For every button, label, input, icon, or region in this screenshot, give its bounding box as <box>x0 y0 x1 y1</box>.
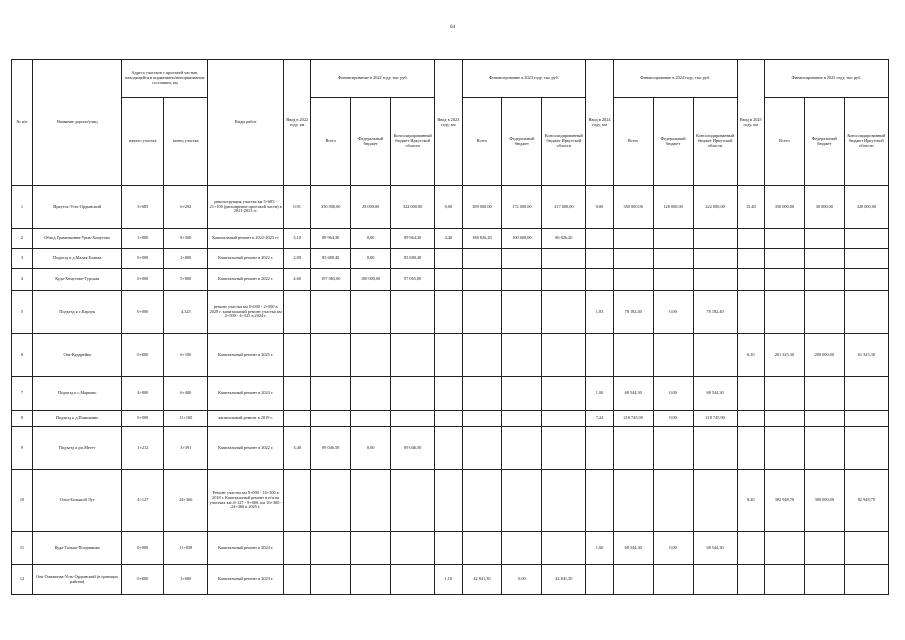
table-row <box>12 470 889 532</box>
road-name-cell: Подъезд к д.Малая Еланка <box>33 249 122 269</box>
total-cell <box>311 470 351 532</box>
work-type-cell: капитальный ремонт в 2019 г. <box>208 411 284 427</box>
total-cell <box>462 427 502 470</box>
intro-km-cell <box>737 532 764 565</box>
total-cell <box>462 269 502 291</box>
table-row <box>12 229 889 249</box>
total-cell: 389 000,00 <box>462 186 502 229</box>
regional-cell <box>693 229 737 249</box>
table-row <box>12 186 889 229</box>
road-name-cell: Подъезд к д.Плишкино <box>33 411 122 427</box>
total-cell <box>764 565 804 595</box>
regional-cell <box>844 565 888 595</box>
intro-km-cell: 3,10 <box>283 229 310 249</box>
road-funding-table <box>11 59 889 595</box>
header-regional-2023: Консолидированный бюджет Иркутской области <box>542 98 586 186</box>
intro-km-cell <box>435 269 462 291</box>
federal-cell <box>502 427 542 470</box>
total-cell <box>462 334 502 377</box>
regional-cell: 89 046,50 <box>391 427 435 470</box>
federal-cell: 28 000,00 <box>351 186 391 229</box>
regional-cell <box>391 334 435 377</box>
road-name-cell: Оек-Тимашова-Усть-Ордынский (в границах района) <box>33 565 122 595</box>
regional-cell: 217 000,00 <box>542 186 586 229</box>
federal-cell <box>502 291 542 334</box>
intro-km-cell <box>586 334 613 377</box>
regional-cell <box>693 565 737 595</box>
federal-cell <box>653 470 693 532</box>
table-row <box>12 334 889 377</box>
total-cell <box>764 249 804 269</box>
header-total-2023: Всего <box>462 98 502 186</box>
regional-cell <box>542 334 586 377</box>
header-funding-2025: Финансирование в 2025 году, тыс руб. <box>764 60 888 98</box>
header-regional-2024: Консолидированный бюджет Иркутской области <box>693 98 737 186</box>
header-intro-2023: Ввод в 2023 году, км <box>435 60 462 186</box>
total-cell: 89 964,30 <box>311 229 351 249</box>
row-num-cell: 1 <box>12 186 33 229</box>
intro-km-cell <box>435 411 462 427</box>
regional-cell <box>542 470 586 532</box>
table-row <box>12 377 889 411</box>
regional-cell <box>391 532 435 565</box>
total-cell <box>764 532 804 565</box>
total-cell: 218 745,90 <box>613 411 653 427</box>
federal-cell <box>804 291 844 334</box>
intro-km-cell <box>737 427 764 470</box>
total-cell <box>462 470 502 532</box>
federal-cell <box>351 565 391 595</box>
header-num: № п/п <box>12 60 33 186</box>
header-funding-2023: Финансирование в 2023 году, тыс руб. <box>462 60 586 98</box>
header-federal-2023: Федеральный бюджет <box>502 98 542 186</box>
total-cell <box>613 249 653 269</box>
federal-cell <box>804 377 844 411</box>
work-type-cell: ремонт участка км 0+000 - 2+500 в 2020 г. капитальный ремонт участка км 2+500 - 4+325 в 2024 г. <box>208 291 284 334</box>
header-total-2024: Всего <box>613 98 653 186</box>
header-funding-2022: Финансирование в 2022 году, тыс руб. <box>311 60 435 98</box>
federal-cell <box>653 269 693 291</box>
total-cell <box>613 470 653 532</box>
total-cell <box>311 532 351 565</box>
regional-cell <box>844 411 888 427</box>
intro-km-cell: 1,10 <box>435 565 462 595</box>
regional-cell <box>542 532 586 565</box>
header-regional-2025: Консолидированный бюджет Иркутской области <box>844 98 888 186</box>
total-cell <box>462 411 502 427</box>
row-num-cell: 6 <box>12 334 33 377</box>
row-num-cell: 8 <box>12 411 33 427</box>
intro-km-cell: 7,24 <box>586 411 613 427</box>
table-row <box>12 411 889 427</box>
total-cell: 89 046,50 <box>311 427 351 470</box>
work-type-cell: Капитальный ремонт в 2024 г. <box>208 377 284 411</box>
table-row <box>12 249 889 269</box>
regional-cell: 89 964,30 <box>391 229 435 249</box>
end-cell: 6+100 <box>164 334 208 377</box>
intro-km-cell: 8,20 <box>737 470 764 532</box>
header-road-name: Название дороги/улиц <box>33 60 122 186</box>
road-name-cell: Иркутск-Усть-Ордынский <box>33 186 122 229</box>
regional-cell: 85 680,40 <box>391 249 435 269</box>
intro-km-cell: 0,91 <box>283 186 310 229</box>
regional-cell <box>391 470 435 532</box>
work-type-cell: Капитальный ремонт в 2022 г. <box>208 427 284 470</box>
road-name-cell: Оек-Кударейка <box>33 334 122 377</box>
federal-cell <box>351 470 391 532</box>
row-num-cell: 7 <box>12 377 33 411</box>
intro-km-cell <box>435 532 462 565</box>
total-cell <box>613 565 653 595</box>
intro-km-cell <box>435 291 462 334</box>
total-cell <box>764 269 804 291</box>
regional-cell <box>542 249 586 269</box>
regional-cell: 320 000,00 <box>844 186 888 229</box>
end-cell: 6+400 <box>164 377 208 411</box>
table-row <box>12 565 889 595</box>
federal-cell <box>502 249 542 269</box>
regional-cell: 218 745,90 <box>693 411 737 427</box>
total-cell: 197 065,00 <box>311 269 351 291</box>
federal-cell: 300 000,00 <box>804 470 844 532</box>
federal-cell <box>653 229 693 249</box>
federal-cell <box>502 377 542 411</box>
start-cell: 1+212 <box>122 427 164 470</box>
total-cell: 261 325,30 <box>764 334 804 377</box>
federal-cell <box>804 427 844 470</box>
intro-km-cell <box>283 291 310 334</box>
regional-cell <box>542 411 586 427</box>
intro-km-cell: 15,40 <box>737 186 764 229</box>
road-name-cell: Обход Граматкинна-Урик-Хомутово <box>33 229 122 249</box>
header-federal-2022: Федеральный бюджет <box>351 98 391 186</box>
intro-km-cell <box>737 565 764 595</box>
federal-cell <box>351 377 391 411</box>
intro-km-cell: 6,10 <box>737 334 764 377</box>
regional-cell <box>391 565 435 595</box>
road-name-cell: Подъезд к с.Карлук <box>33 291 122 334</box>
federal-cell <box>653 427 693 470</box>
intro-km-cell <box>435 470 462 532</box>
regional-cell <box>693 470 737 532</box>
road-name-cell: Олха-Большой Луг <box>33 470 122 532</box>
header-total-2025: Всего <box>764 98 804 186</box>
end-cell: 3+600 <box>164 565 208 595</box>
federal-cell <box>653 565 693 595</box>
regional-cell <box>391 291 435 334</box>
intro-km-cell: 1,83 <box>586 291 613 334</box>
federal-cell <box>653 249 693 269</box>
regional-cell: 82 948,70 <box>844 470 888 532</box>
regional-cell: 78 182,40 <box>693 291 737 334</box>
regional-cell <box>391 377 435 411</box>
intro-km-cell <box>737 377 764 411</box>
intro-km-cell <box>586 269 613 291</box>
total-cell: 350 000,00 <box>613 186 653 229</box>
total-cell: 350 000,00 <box>764 186 804 229</box>
federal-cell: 128 000,00 <box>653 186 693 229</box>
page-number: 64 <box>450 25 455 30</box>
total-cell <box>311 411 351 427</box>
intro-km-cell <box>586 565 613 595</box>
intro-km-cell <box>737 269 764 291</box>
row-num-cell: 9 <box>12 427 33 470</box>
work-type-cell: Капитальный ремонт в 2023 г. <box>208 565 284 595</box>
total-cell: 42 841,30 <box>462 565 502 595</box>
intro-km-cell <box>283 470 310 532</box>
start-cell: 4+127 <box>122 470 164 532</box>
total-cell <box>613 229 653 249</box>
total-cell <box>613 334 653 377</box>
federal-cell <box>351 334 391 377</box>
header-funding-2024: Финансирование в 2024 году, тыс руб. <box>613 60 737 98</box>
header-start: начало участка <box>122 98 164 186</box>
start-cell: 0+000 <box>122 269 164 291</box>
intro-km-cell <box>737 411 764 427</box>
table-row <box>12 532 889 565</box>
regional-cell: 322 000,00 <box>391 186 435 229</box>
intro-km-cell <box>737 291 764 334</box>
regional-cell <box>844 427 888 470</box>
start-cell: 4+800 <box>122 377 164 411</box>
federal-cell: 0,00 <box>653 377 693 411</box>
start-cell: 0+000 <box>122 565 164 595</box>
total-cell <box>764 377 804 411</box>
federal-cell: 0,00 <box>502 565 542 595</box>
work-type-cell: Ремонт участка км 9+000 - 16+300 в 2018 г. Капитальный ремонт в н/п на участках км 4+127 - 9+000, км 16+300 - 24+366 в 2025 г. <box>208 470 284 532</box>
total-cell <box>311 334 351 377</box>
intro-km-cell: 2,00 <box>283 249 310 269</box>
start-cell: 1+000 <box>122 229 164 249</box>
federal-cell <box>804 249 844 269</box>
work-type-cell: Капитальный ремонт в 2022 г. <box>208 269 284 291</box>
row-num-cell: 12 <box>12 565 33 595</box>
federal-cell <box>653 334 693 377</box>
end-cell: 2+000 <box>164 249 208 269</box>
intro-km-cell <box>435 249 462 269</box>
row-num-cell: 10 <box>12 470 33 532</box>
regional-cell <box>542 291 586 334</box>
end-cell: 11+838 <box>164 532 208 565</box>
federal-cell: 0,00 <box>653 291 693 334</box>
road-name-cell: Подъезд к с.Марково <box>33 377 122 411</box>
end-cell: 8+300 <box>164 229 208 249</box>
header-row-1 <box>12 60 889 98</box>
start-cell: 3+685 <box>122 186 164 229</box>
regional-cell <box>844 377 888 411</box>
regional-cell <box>391 411 435 427</box>
total-cell <box>764 291 804 334</box>
regional-cell <box>844 291 888 334</box>
total-cell <box>311 377 351 411</box>
regional-cell <box>844 532 888 565</box>
intro-km-cell <box>586 470 613 532</box>
intro-km-cell <box>586 427 613 470</box>
work-type-cell: Капитальный ремонт в 2022 г. <box>208 249 284 269</box>
total-cell <box>311 565 351 595</box>
table-row <box>12 291 889 334</box>
total-cell <box>764 411 804 427</box>
intro-km-cell <box>283 377 310 411</box>
intro-km-cell: 0,00 <box>435 186 462 229</box>
header-federal-2024: Федеральный бюджет <box>653 98 693 186</box>
federal-cell <box>804 532 844 565</box>
federal-cell <box>502 334 542 377</box>
end-cell: 5+000 <box>164 269 208 291</box>
row-num-cell: 4 <box>12 269 33 291</box>
end-cell: 6+292 <box>164 186 208 229</box>
total-cell <box>764 427 804 470</box>
header-intro-2022: Ввод в 2022 году, км <box>283 60 310 186</box>
federal-cell: 100 000,00 <box>351 269 391 291</box>
intro-km-cell: 0,00 <box>586 186 613 229</box>
intro-km-cell <box>737 249 764 269</box>
road-name-cell: Подъезд к рп.Мегет <box>33 427 122 470</box>
start-cell: 0+000 <box>122 532 164 565</box>
intro-km-cell: 3,40 <box>283 427 310 470</box>
total-cell <box>462 377 502 411</box>
federal-cell: 172 000,00 <box>502 186 542 229</box>
end-cell: 4,325 <box>164 291 208 334</box>
federal-cell <box>502 470 542 532</box>
intro-km-cell <box>586 249 613 269</box>
header-work-type: Виды работ <box>208 60 284 186</box>
intro-km-cell: 1,00 <box>586 377 613 411</box>
total-cell: 186 826,20 <box>462 229 502 249</box>
total-cell <box>462 249 502 269</box>
intro-km-cell <box>435 334 462 377</box>
regional-cell: 68 544,30 <box>693 532 737 565</box>
header-federal-2025: Федеральный бюджет <box>804 98 844 186</box>
regional-cell: 61 325,30 <box>844 334 888 377</box>
federal-cell <box>502 532 542 565</box>
regional-cell: 86 826,20 <box>542 229 586 249</box>
start-cell: 0+000 <box>122 291 164 334</box>
regional-cell: 42 841,30 <box>542 565 586 595</box>
federal-cell <box>804 229 844 249</box>
federal-cell: 0,00 <box>351 427 391 470</box>
work-type-cell: реконструкция участка км 5+685 - 21+100 (расширение проезжей части) в 2021-2023 гг. <box>208 186 284 229</box>
end-cell: 3+391 <box>164 427 208 470</box>
total-cell: 68 544,30 <box>613 532 653 565</box>
regional-cell <box>542 377 586 411</box>
total-cell: 350 000,00 <box>311 186 351 229</box>
intro-km-cell <box>737 229 764 249</box>
intro-km-cell: 4,40 <box>435 229 462 249</box>
regional-cell <box>844 229 888 249</box>
total-cell <box>764 229 804 249</box>
federal-cell <box>502 269 542 291</box>
start-cell: 0+000 <box>122 411 164 427</box>
table-row <box>12 427 889 470</box>
federal-cell: 30 000,00 <box>804 186 844 229</box>
federal-cell: 100 000,00 <box>502 229 542 249</box>
end-cell: 11+100 <box>164 411 208 427</box>
work-type-cell: Капитальный ремонт в 2025 г. <box>208 334 284 377</box>
regional-cell <box>844 249 888 269</box>
header-regional-2022: Консолидированный бюджет Иркутской области <box>391 98 435 186</box>
work-type-cell: Капитальный ремонт в 2022-2023 гг. <box>208 229 284 249</box>
regional-cell: 97 065,00 <box>391 269 435 291</box>
federal-cell: 0,00 <box>351 229 391 249</box>
road-name-cell: Куда-Хомутово-Турская <box>33 269 122 291</box>
federal-cell <box>804 565 844 595</box>
intro-km-cell <box>435 377 462 411</box>
federal-cell <box>804 269 844 291</box>
end-cell: 24+366 <box>164 470 208 532</box>
federal-cell: 0,00 <box>653 411 693 427</box>
federal-cell: 200 000,00 <box>804 334 844 377</box>
intro-km-cell: 4,60 <box>283 269 310 291</box>
total-cell <box>462 532 502 565</box>
total-cell: 85 680,40 <box>311 249 351 269</box>
row-num-cell: 3 <box>12 249 33 269</box>
regional-cell: 222 000,00 <box>693 186 737 229</box>
regional-cell <box>542 269 586 291</box>
total-cell <box>613 269 653 291</box>
start-cell: 0+000 <box>122 334 164 377</box>
regional-cell <box>542 427 586 470</box>
regional-cell <box>693 427 737 470</box>
total-cell <box>613 427 653 470</box>
row-num-cell: 2 <box>12 229 33 249</box>
intro-km-cell <box>283 411 310 427</box>
total-cell: 382 948,70 <box>764 470 804 532</box>
total-cell: 68 544,30 <box>613 377 653 411</box>
total-cell <box>311 291 351 334</box>
start-cell: 0+000 <box>122 249 164 269</box>
header-address-group: Адреса участков с проезжей частью, находящейся в нормативно/ненормативном состоянии, км <box>122 60 208 98</box>
total-cell <box>462 291 502 334</box>
regional-cell <box>693 249 737 269</box>
row-num-cell: 5 <box>12 291 33 334</box>
intro-km-cell: 1,60 <box>586 532 613 565</box>
header-end: конец участка <box>164 98 208 186</box>
regional-cell <box>693 334 737 377</box>
intro-km-cell <box>283 565 310 595</box>
header-intro-2024: Ввод в 2024 году, км <box>586 60 613 186</box>
regional-cell <box>844 269 888 291</box>
intro-km-cell <box>586 229 613 249</box>
regional-cell <box>693 269 737 291</box>
work-type-cell: Капитальный ремонт в 2024 г. <box>208 532 284 565</box>
intro-km-cell <box>435 427 462 470</box>
road-name-cell: Куда-Талька-Позднякова <box>33 532 122 565</box>
total-cell: 78 182,40 <box>613 291 653 334</box>
intro-km-cell <box>283 334 310 377</box>
federal-cell <box>502 411 542 427</box>
federal-cell <box>351 291 391 334</box>
regional-cell: 68 544,30 <box>693 377 737 411</box>
intro-km-cell <box>283 532 310 565</box>
table-row <box>12 269 889 291</box>
header-intro-2025: Ввод в 2025 году, км <box>737 60 764 186</box>
federal-cell: 0,00 <box>351 249 391 269</box>
row-num-cell: 11 <box>12 532 33 565</box>
header-total-2022: Всего <box>311 98 351 186</box>
federal-cell <box>804 411 844 427</box>
table-body <box>12 186 889 595</box>
federal-cell <box>351 411 391 427</box>
federal-cell: 0,00 <box>653 532 693 565</box>
federal-cell <box>351 532 391 565</box>
